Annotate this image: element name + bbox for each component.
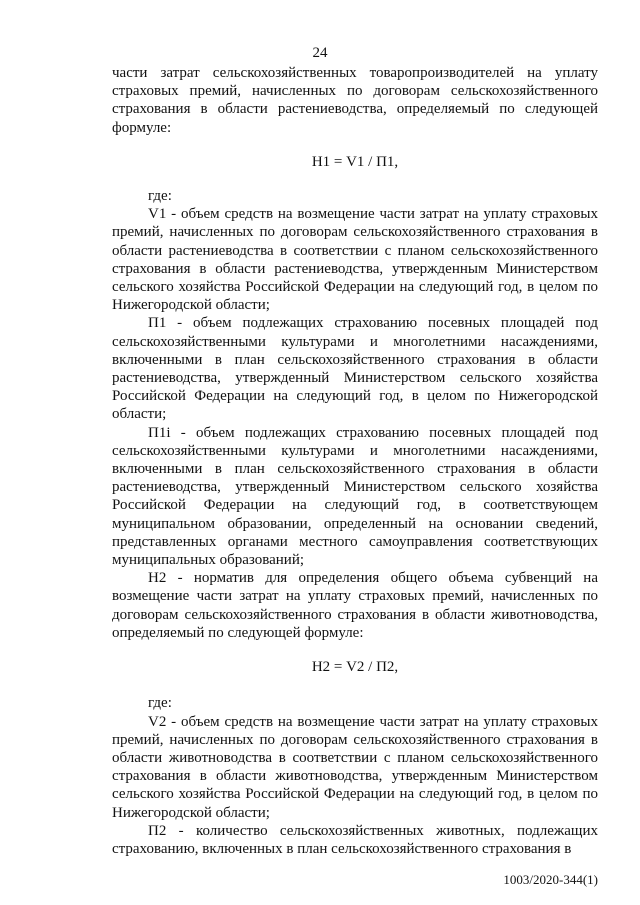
- paragraph-intro: части затрат сельскохозяйственных товаропроизводителей на уплату страховых премий, начисленных по договорам сельскохозяйственного страхования в области растениеводства, определяемый по следующей формуле:: [112, 65, 598, 136]
- paragraph-p2: П2 - количество сельскохозяйственных животных, подлежащих страхованию, включенных в план сельскохозяйственного страхования в: [112, 822, 598, 857]
- document-code: 1003/2020-344(1): [503, 872, 598, 887]
- document-body: [112, 64, 598, 858]
- where-label-1: где:: [148, 188, 172, 205]
- paragraph-v2: V2 - объем средств на возмещение части затрат на уплату страховых премий, начисленных по договорам сельскохозяйственного страхования в области животноводства в соответствии с планом сельскохозяйственного страхования в области животноводства, утвержденным Министерством сельского хозяйства Российской Федерации на следующий год, в целом по Нижегородской области;: [112, 713, 598, 821]
- where-label-2: где:: [148, 695, 172, 712]
- formula-h1: Н1 = V1 / П1,: [311, 153, 399, 170]
- page-number: 24: [312, 45, 328, 61]
- paragraph-h2: Н2 - норматив для определения общего объема субвенций на возмещение части затрат на уплату страховых премий, начисленных по договорам сельскохозяйственного страхования в области животноводства, определяемый по следующей формуле:: [112, 570, 598, 641]
- paragraph-p1i: П1i - объем подлежащих страхованию посевных площадей под сельскохозяйственными культурами и многолетними насаждениями, включенными в план сельскохозяйственного страхования в области растениеводства, утвержденный Министерством сельского хозяйства Российской Федерации на следующий год, в соответствующем муниципальном образовании, определенный на основании сведений, представленных органами местного самоуправления соответствующих муниципальных образований;: [112, 424, 598, 569]
- paragraph-p1: П1 - объем подлежащих страхованию посевных площадей под сельскохозяйственными культурами и многолетними насаждениями, включенными в план сельскохозяйственного страхования в области растениеводства, утвержденный Министерством сельского хозяйства Российской Федерации на следующий год, в целом по Нижегородской области;: [112, 315, 598, 423]
- formula-h2: Н2 = V2 / П2,: [311, 659, 399, 676]
- paragraph-v1: V1 - объем средств на возмещение части затрат на уплату страховых премий, начисленных по договорам сельскохозяйственного страхования в области растениеводства в соответствии с планом сельскохозяйственного страхования в области растениеводства, утвержденным Министерством сельского хозяйства Российской Федерации на следующий год, в целом по Нижегородской области;: [112, 206, 598, 314]
